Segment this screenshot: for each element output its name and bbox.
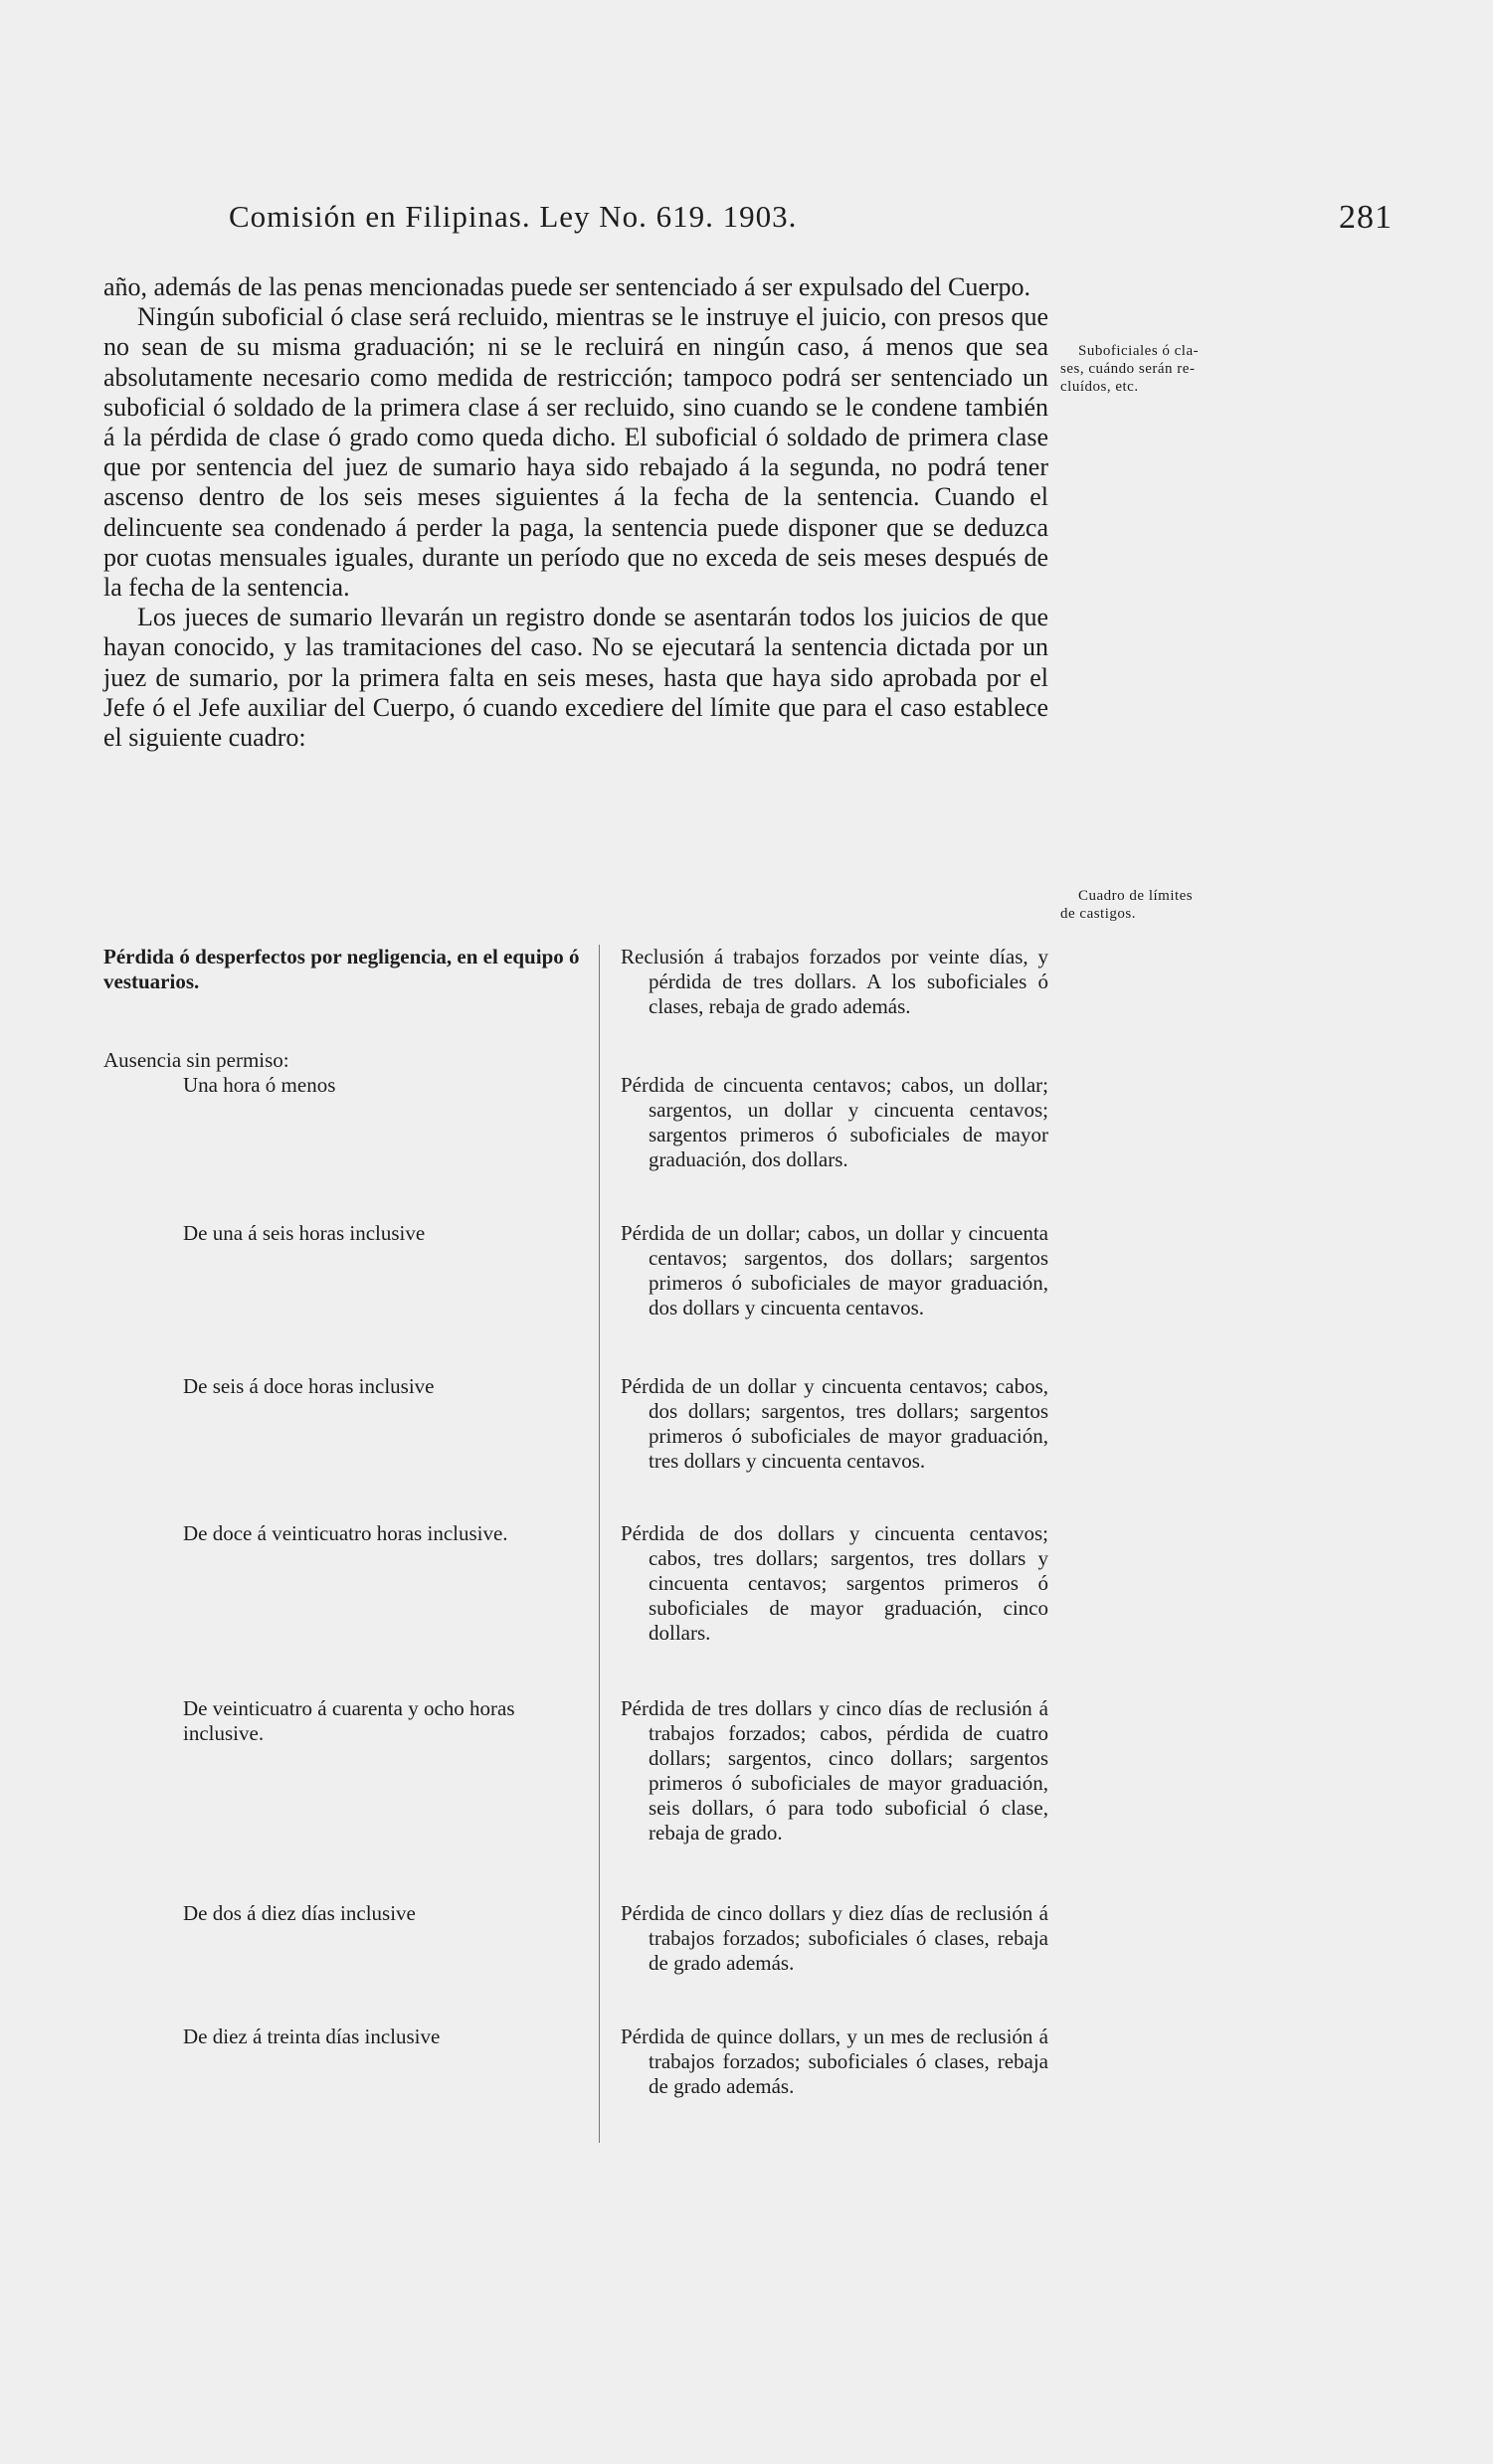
offense-cell bbox=[103, 1901, 589, 1926]
margin-note-line: de castigos. bbox=[1060, 906, 1136, 922]
penalty-text: Pérdida de cincuenta centavos; cabos, un dollar; sargentos, un dollar y cincuenta centavos; sargentos primeros ó suboficiales de mayor graduación, dos dollars. bbox=[621, 1073, 1048, 1171]
margin-note-line: ses, cuándo serán re- bbox=[1060, 361, 1196, 377]
offense-cell: Pérdida ó desperfectos por negligencia, en el equipo ó vestuarios. bbox=[103, 945, 580, 993]
running-header bbox=[229, 199, 1393, 243]
penalty-text: Pérdida de tres dollars y cinco días de reclusión á trabajos forzados; cabos, pérdida de cuatro dollars; sargentos, cinco dollars; sargentos primeros ó suboficiales de mayor graduación, seis dollars, ó para todo suboficial ó clase, rebaja de grado. bbox=[621, 1696, 1048, 1845]
table-column-divider bbox=[599, 945, 600, 2143]
group-label-ausencia: Ausencia sin permiso: bbox=[103, 1048, 289, 1072]
offense-cell bbox=[103, 1221, 589, 1246]
offense-cell bbox=[103, 1696, 589, 1746]
penalty-text: Pérdida de un dollar y cincuenta centavos; cabos, dos dollars; sargentos, tres dollars; sargentos primeros ó suboficiales de mayor graduación, tres dollars y cincuenta centavos. bbox=[621, 1374, 1048, 1473]
penalty-text: Pérdida de un dollar; cabos, un dollar y cincuenta centavos; sargentos, dos dollars; sargentos primeros ó suboficiales de mayor graduación, dos dollars y cincuenta centavos. bbox=[621, 1221, 1048, 1320]
paragraph-2: Ningún suboficial ó clase será recluido, mientras se le instruye el juicio, con presos que no sean de su misma graduación; ni se le recluirá en ningún caso, á menos que sea absolutamente necesario como medida de restricción; tampoco podrá ser sentenciado un suboficial ó soldado de la primera clase á ser recluido, sino cuando se le condene también á la pérdida de clase ó grado como queda dicho. El suboficial ó soldado de primera clase que por sentencia del juez de sumario haya sido rebajado á la segunda, no podrá tener ascenso dentro de los seis meses siguientes á la fecha de la sentencia. Cuando el delincuente sea condenado á perder la paga, la sentencia puede disponer que se deduzca por cuotas mensuales iguales, durante un período que no exceda de seis meses después de la fecha de la sentencia. bbox=[103, 302, 1048, 603]
offense-text: De veinticuatro á cuarenta y ocho horas inclusive. bbox=[183, 1696, 515, 1745]
margin-note-suboficiales bbox=[1060, 342, 1299, 396]
offense-cell bbox=[103, 2024, 589, 2049]
penalty-cell bbox=[621, 1521, 1048, 1646]
offense-text: De doce á veinticuatro horas inclusive. bbox=[183, 1521, 508, 1545]
offense-text: Una hora ó menos bbox=[183, 1073, 336, 1097]
penalty-text: Pérdida de quince dollars, y un mes de reclusión á trabajos forzados; suboficiales ó clases, rebaja de grado además. bbox=[621, 2024, 1048, 2098]
margin-note-line: Suboficiales ó cla- bbox=[1078, 343, 1200, 359]
offense-cell bbox=[103, 1374, 589, 1399]
offense-text: De dos á diez días inclusive bbox=[183, 1901, 416, 1925]
offense-text: De diez á treinta días inclusive bbox=[183, 2024, 441, 2048]
page-number: 281 bbox=[1339, 199, 1393, 236]
penalty-text: Pérdida de dos dollars y cincuenta centavos; cabos, tres dollars; sargentos, tres dollars y cincuenta centavos; sargentos primeros ó suboficiales de mayor graduación, cinco dollars. bbox=[621, 1521, 1048, 1645]
offense-cell bbox=[103, 1521, 589, 1546]
penalty-cell bbox=[621, 1901, 1048, 1976]
paragraph-1: año, además de las penas mencionadas puede ser sentenciado á ser expulsado del Cuerpo. bbox=[103, 272, 1031, 301]
margin-note-cuadro bbox=[1060, 887, 1299, 923]
offense-cell bbox=[103, 1073, 589, 1098]
penalty-cell bbox=[621, 1696, 1048, 1846]
paragraph-3: Los jueces de sumario llevarán un registro donde se asentarán todos los juicios de que hayan conocido, y las tramitaciones del caso. No se ejecutará la sentencia dictada por un juez de sumario, por la primera falta en seis meses, hasta que haya sido aprobada por el Jefe ó el Jefe auxiliar del Cuerpo, ó cuando excediere del límite que para el caso establece el siguiente cuadro: bbox=[103, 603, 1048, 753]
margin-note-line: Cuadro de límites bbox=[1078, 888, 1194, 904]
penalty-cell bbox=[621, 1374, 1048, 1474]
body-text bbox=[103, 272, 1048, 753]
penalty-cell bbox=[621, 1221, 1048, 1320]
margin-note-line: cluídos, etc. bbox=[1060, 379, 1139, 395]
penalty-cell bbox=[621, 945, 1048, 1019]
penalty-cell bbox=[621, 1073, 1048, 1172]
header-title: Comisión en Filipinas. Ley No. 619. 1903. bbox=[229, 199, 798, 234]
offense-text: De una á seis horas inclusive bbox=[183, 1221, 426, 1245]
offense-text: De seis á doce horas inclusive bbox=[183, 1374, 435, 1398]
penalty-text: Pérdida de cinco dollars y diez días de reclusión á trabajos forzados; suboficiales ó clases, rebaja de grado además. bbox=[621, 1901, 1048, 1975]
penalty-text: Reclusión á trabajos forzados por veinte días, y pérdida de tres dollars. A los suboficiales ó clases, rebaja de grado además. bbox=[621, 945, 1048, 1018]
penalty-cell bbox=[621, 2024, 1048, 2099]
